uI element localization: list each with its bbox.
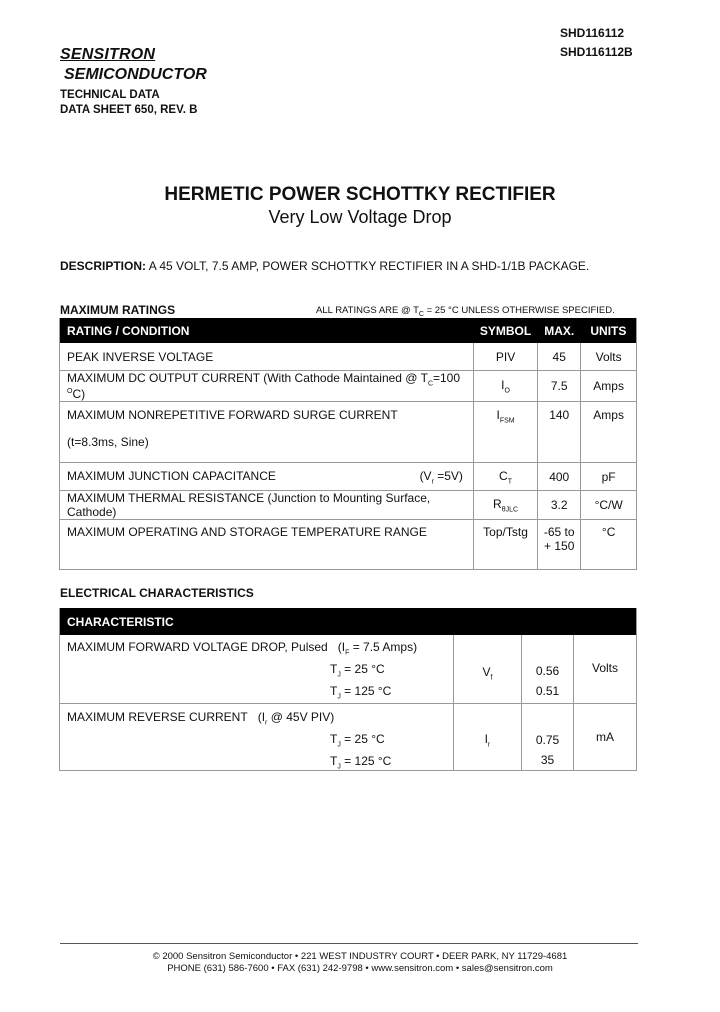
- temp-condition: $T_J = 25$ °C: [330, 732, 385, 749]
- description-text: A 45 VOLT, 7.5 AMP, POWER SCHOTTKY RECTIFIER IN A SHD-1/1B PACKAGE.: [146, 259, 590, 273]
- col-symbol: SYMBOL: [473, 318, 537, 343]
- units-cell: Volts: [574, 635, 637, 704]
- table-row: [60, 635, 637, 704]
- doc-type: TECHNICAL DATA: [60, 89, 160, 101]
- max-cell: 3.2: [538, 491, 581, 520]
- table-row: [60, 402, 637, 463]
- condition-cell: MAXIMUM THERMAL RESISTANCE (Junction to Mounting Surface, Cathode): [60, 491, 474, 520]
- max-cell: 140: [538, 402, 581, 463]
- condition-cell: PEAK INVERSE VOLTAGE: [60, 343, 474, 371]
- condition-param: $(V_r =5V)$: [419, 468, 463, 486]
- col-blank: [453, 608, 521, 635]
- condition-cell: MAXIMUM JUNCTION CAPACITANCE $(V_r =5V)$: [60, 463, 474, 491]
- electrical-heading: ELECTRICAL CHARACTERISTICS: [60, 586, 254, 600]
- footer-divider: [60, 943, 638, 944]
- symbol-cell: PIV: [473, 343, 537, 371]
- description: [60, 259, 589, 273]
- table-row: [60, 520, 637, 570]
- company-name-line2: SEMICONDUCTOR: [64, 66, 207, 83]
- symbol-cell: $C_T$: [473, 463, 537, 491]
- symbol-cell: $R_{\theta JLC}$: [473, 491, 537, 520]
- units-cell: mA: [574, 704, 637, 771]
- table-row: [60, 463, 637, 491]
- part-number-2: SHD116112B: [560, 45, 633, 59]
- units-cell: Amps: [581, 402, 637, 463]
- electrical-table: [59, 608, 637, 771]
- max-cell: 400: [538, 463, 581, 491]
- units-cell: °C/W: [581, 491, 637, 520]
- col-blank: [574, 608, 637, 635]
- symbol-cell: $V_f$: [453, 635, 521, 704]
- ratings-note: ALL RATINGS ARE @ $T_C = 25$ °C UNLESS OTHERWISE SPECIFIED.: [316, 305, 615, 318]
- col-blank: [522, 608, 574, 635]
- doc-number: DATA SHEET 650, REV. B: [60, 104, 198, 116]
- units-cell: Amps: [581, 371, 637, 402]
- footer-address: © 2000 Sensitron Semiconductor • 221 WEST INDUSTRY COURT • DEER PARK, NY 11729-4681: [152, 951, 568, 962]
- units-cell: pF: [581, 463, 637, 491]
- col-characteristic: CHARACTERISTIC: [60, 608, 454, 635]
- ratings-table: [59, 318, 637, 570]
- table-row: [60, 704, 637, 771]
- col-units: UNITS: [581, 318, 637, 343]
- condition-cell: MAXIMUM FORWARD VOLTAGE DROP, Pulsed ($I_F = 7.5$ Amps) $T_J = 25$ °C $T_J = 125$ °C: [60, 635, 454, 704]
- table-row: [60, 491, 637, 520]
- max-cell: -65 to + 150: [538, 520, 581, 570]
- condition-cell: MAXIMUM REVERSE CURRENT ($I_r$ @ 45V PIV) $T_J = 25$ °C $T_J = 125$ °C: [60, 704, 454, 771]
- part-number-1: SHD116112: [560, 26, 625, 40]
- condition-param: ($I_F = 7.5$ Amps): [337, 640, 418, 657]
- company-name-line1: SENSITRON: [60, 46, 156, 63]
- temp-condition: $T_J = 125$ °C: [330, 753, 392, 771]
- condition-cell: MAXIMUM DC OUTPUT CURRENT (With Cathode Maintained @ $T_C=100$ $^O$C): [60, 371, 474, 402]
- value-cell: 0.75 35: [522, 704, 574, 771]
- condition-cell: MAXIMUM NONREPETITIVE FORWARD SURGE CURRENT (t=8.3ms, Sine): [60, 402, 474, 463]
- symbol-cell: Top/Tstg: [473, 520, 537, 570]
- ratings-heading: MAXIMUM RATINGS: [60, 303, 176, 317]
- symbol-cell: $I_O$: [473, 371, 537, 402]
- units-cell: Volts: [581, 343, 637, 371]
- condition-cell: MAXIMUM OPERATING AND STORAGE TEMPERATURE RANGE: [60, 520, 474, 570]
- ratings-header-row: [60, 318, 637, 343]
- temp-condition: $T_J = 125$ °C: [330, 683, 392, 701]
- symbol-cell: $I_r$: [453, 704, 521, 771]
- value-cell: 0.56 0.51: [522, 635, 574, 704]
- condition-param: ($I_r$ @ 45V PIV): [257, 710, 335, 727]
- col-max: MAX.: [538, 318, 581, 343]
- description-label: DESCRIPTION:: [60, 259, 147, 273]
- table-row: [60, 343, 637, 371]
- symbol-cell: $I_{FSM}$: [473, 402, 537, 463]
- table-row: [60, 371, 637, 402]
- max-cell: 45: [538, 343, 581, 371]
- page-subtitle: Very Low Voltage Drop: [268, 207, 452, 227]
- page-title: HERMETIC POWER SCHOTTKY RECTIFIER: [164, 184, 556, 205]
- temp-condition: $T_J = 25$ °C: [330, 662, 385, 679]
- units-cell: °C: [581, 520, 637, 570]
- electrical-header-row: [60, 608, 637, 635]
- footer-contact: PHONE (631) 586-7600 • FAX (631) 242-9798 • www.sensitron.com • sales@sensitron.com: [167, 963, 553, 974]
- col-rating: RATING / CONDITION: [60, 318, 474, 343]
- max-cell: 7.5: [538, 371, 581, 402]
